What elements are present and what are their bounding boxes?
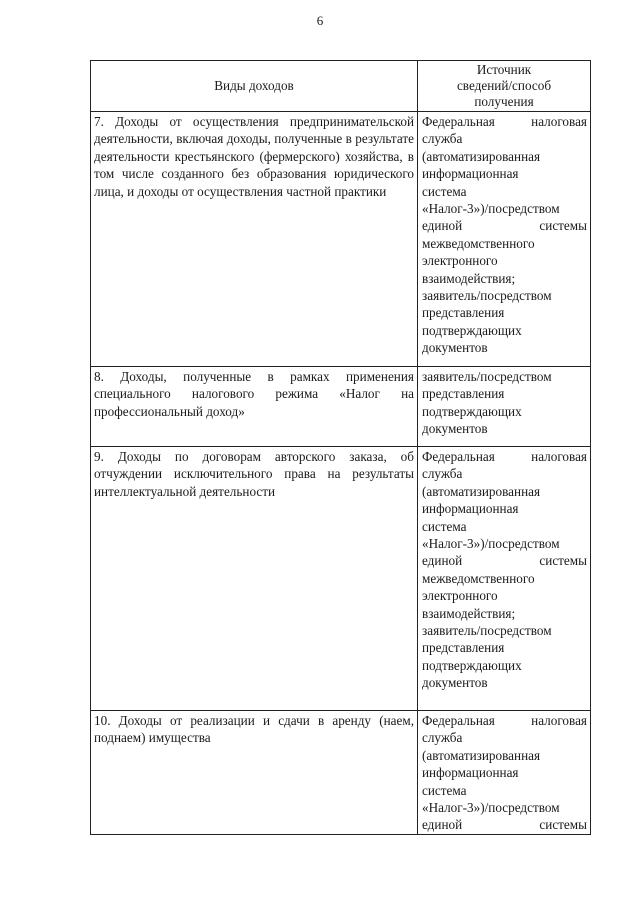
- source-line: взаимодействия;: [422, 270, 516, 286]
- source-line: система: [422, 782, 467, 798]
- source-line: заявитель/посредством: [422, 369, 552, 384]
- source-line: межведомственного: [422, 570, 535, 586]
- income-type-cell: 8. Доходы, полученные в рамках применения специального налогового режима «Налог на профессиональный доход»: [91, 367, 418, 447]
- page-number: 6: [316, 13, 324, 28]
- source-line: подтверждающих: [422, 403, 522, 419]
- table-row: [91, 367, 591, 447]
- source-line: электронного: [422, 253, 498, 269]
- source-line: информационная: [422, 501, 519, 517]
- source-line: представления: [422, 640, 505, 656]
- source-cell: [418, 112, 591, 367]
- source-line: служба: [422, 131, 463, 147]
- source-line: система: [422, 518, 467, 534]
- header-income-type: Виды доходов: [91, 61, 418, 112]
- source-line: представления: [422, 386, 505, 402]
- header-source-line: Источник: [476, 62, 532, 77]
- source-line: единой системы: [422, 817, 587, 833]
- source-line: документов: [422, 340, 488, 356]
- income-sources-table: [90, 60, 591, 835]
- source-line: Федеральная налоговая: [422, 449, 587, 464]
- source-line: единой системы: [422, 553, 587, 569]
- source-line: взаимодействия;: [422, 605, 516, 621]
- source-line: электронного: [422, 588, 498, 604]
- source-line: подтверждающих: [422, 322, 522, 338]
- source-line: заявитель/посредством: [422, 623, 552, 639]
- source-line: документов: [422, 421, 488, 437]
- source-line: представления: [422, 305, 505, 321]
- source-line: подтверждающих: [422, 657, 522, 673]
- header-source-line: сведений/способ: [456, 78, 552, 93]
- source-cell: [418, 711, 591, 835]
- source-line: «Налог-3»)/посредством: [422, 536, 560, 552]
- source-line: служба: [422, 730, 463, 746]
- source-line: (автоматизированная: [422, 148, 541, 164]
- header-source: [418, 61, 591, 112]
- source-line: заявитель/посредством: [422, 288, 552, 304]
- source-line: Федеральная налоговая: [422, 114, 587, 129]
- source-line: межведомственного: [422, 235, 535, 251]
- header-source-line: получения: [474, 94, 534, 109]
- source-line: «Налог-3»)/посредством: [422, 800, 560, 816]
- source-line: система: [422, 183, 467, 199]
- source-line: информационная: [422, 765, 519, 781]
- source-line: (автоматизированная: [422, 483, 541, 499]
- table-header-row: [91, 61, 591, 112]
- table-row: [91, 711, 591, 835]
- source-line: «Налог-3»)/посредством: [422, 201, 560, 217]
- income-type-cell: 9. Доходы по договорам авторского заказа, об отчуждении исключительного права на результаты интеллектуальной деятельности: [91, 447, 418, 711]
- source-line: информационная: [422, 166, 519, 182]
- source-line: единой системы: [422, 218, 587, 234]
- income-type-cell: 7. Доходы от осуществления предпринимательской деятельности, включая доходы, полученные в результате деятельности крестьянского (фермерского) хозяйства, в том числе созданного без образования юридического лица, и доходы от осуществления частной практики: [91, 112, 418, 367]
- table-row: [91, 112, 591, 367]
- source-line: документов: [422, 675, 488, 691]
- source-line: служба: [422, 466, 463, 482]
- table-row: [91, 447, 591, 711]
- source-cell: [418, 447, 591, 711]
- source-line: Федеральная налоговая: [422, 713, 587, 728]
- source-cell: [418, 367, 591, 447]
- source-line: (автоматизированная: [422, 747, 541, 763]
- income-type-cell: 10. Доходы от реализации и сдачи в аренду (наем, поднаем) имущества: [91, 711, 418, 835]
